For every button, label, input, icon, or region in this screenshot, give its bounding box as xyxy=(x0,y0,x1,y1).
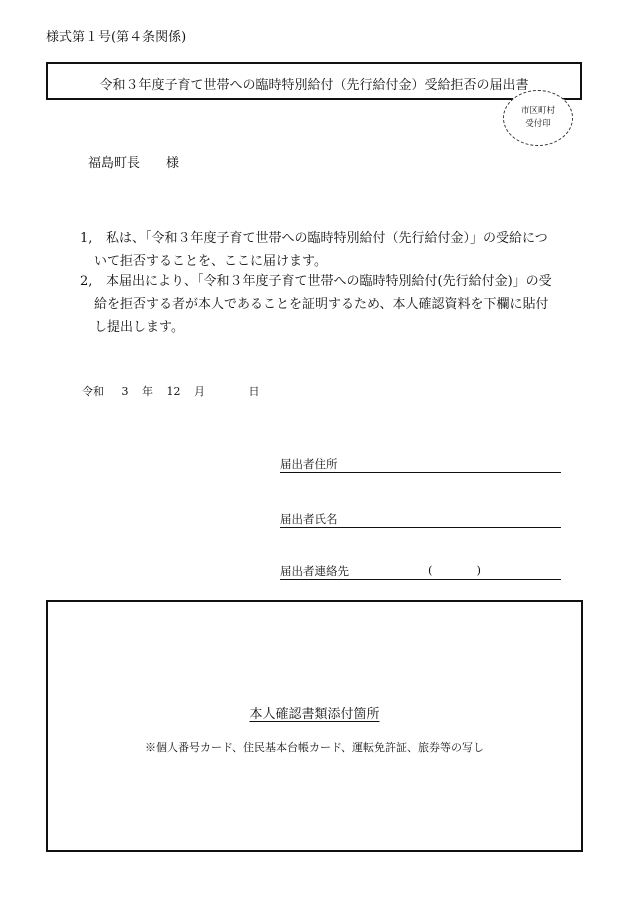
name-field[interactable] xyxy=(280,511,561,528)
stamp-line2: 受付印 xyxy=(525,119,551,129)
contact-field[interactable] xyxy=(280,563,561,580)
addressee xyxy=(88,152,179,171)
address-label: 届出者住所 xyxy=(280,457,338,471)
name-label: 届出者氏名 xyxy=(280,512,338,526)
statement-item-2 xyxy=(80,270,560,339)
document-title: 令和３年度子育て世帯への臨時特別給付（先行給付金）受給拒否の届出書 xyxy=(99,78,529,93)
date-line xyxy=(82,383,270,399)
item-text: 本届出により、「令和３年度子育て世帯への臨時特別給付(先行給付金)」の受給を拒否する者が本人であることを証明するため、本人確認資料を下欄に貼付し提出します。 xyxy=(94,274,552,335)
item-number: 2, xyxy=(80,274,93,289)
address-field[interactable] xyxy=(280,456,561,473)
date-era: 令和 xyxy=(82,385,104,398)
paren-open: ( xyxy=(428,563,433,577)
date-month: 12 xyxy=(166,385,181,398)
date-month-unit: 月 xyxy=(194,385,205,398)
stamp-line1: 市区町村 xyxy=(520,106,555,116)
item-text: 私は、「令和３年度子育て世帯への臨時特別給付（先行給付金）」の受給について拒否することを、ここに届けます。 xyxy=(94,231,548,269)
contact-label: 届出者連絡先 xyxy=(280,564,349,578)
form-number: 様式第１号(第４条関係) xyxy=(46,30,187,45)
date-year: 3 xyxy=(121,385,129,398)
id-section-title-text: 本人確認書類添付箇所 xyxy=(249,707,380,722)
item-number: 1, xyxy=(80,231,93,246)
id-section-note: ※個人番号カード、住民基本台帳カード、運転免許証、旅券等の写し xyxy=(144,741,485,754)
title-box xyxy=(46,62,582,100)
id-document-attachment-box xyxy=(46,600,583,852)
addressee-honorific: 様 xyxy=(166,156,180,171)
date-day-unit: 日 xyxy=(248,385,260,398)
contact-parentheses xyxy=(428,563,481,577)
date-year-unit: 年 xyxy=(142,385,153,398)
paren-close: ) xyxy=(476,563,481,577)
addressee-name: 福島町長 xyxy=(88,156,141,171)
id-section-title xyxy=(48,703,581,722)
statement-item-1 xyxy=(80,227,560,273)
reception-stamp-area xyxy=(503,90,573,146)
